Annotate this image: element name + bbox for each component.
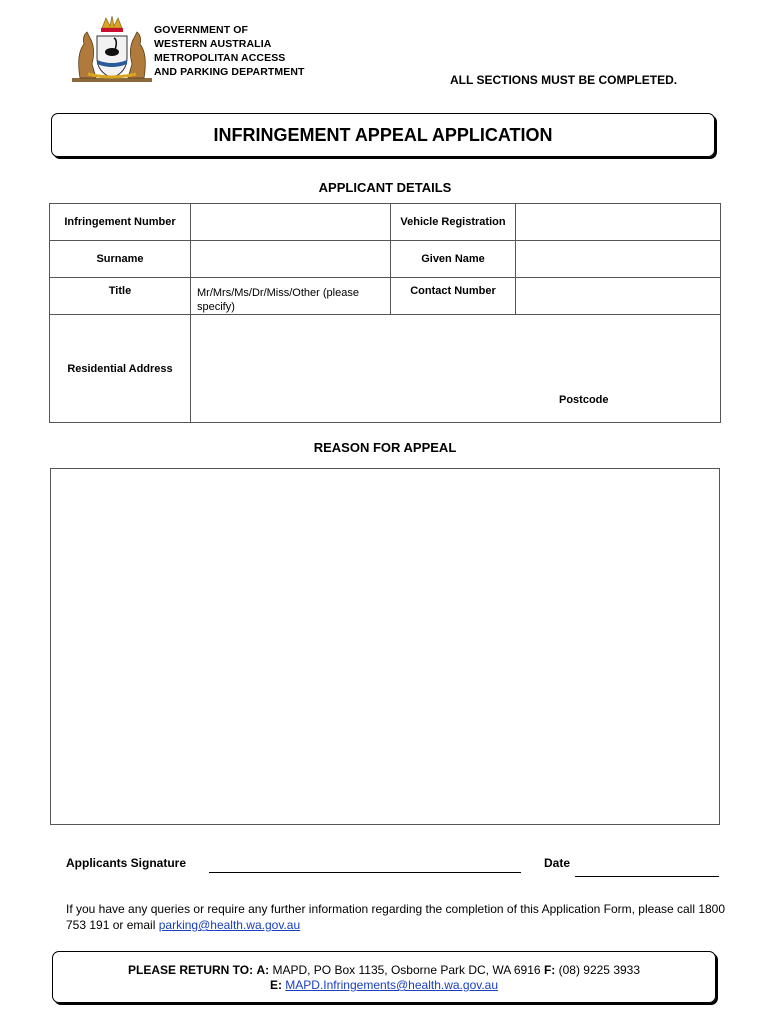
query-email-link[interactable]: parking@health.wa.gov.au bbox=[158, 918, 301, 932]
surname-field[interactable] bbox=[191, 241, 391, 278]
infringement-number-field[interactable] bbox=[191, 204, 391, 241]
query-text bbox=[66, 901, 726, 933]
residential-address-label: Residential Address bbox=[50, 315, 191, 423]
residential-address-field[interactable] bbox=[191, 315, 721, 423]
contact-number-field[interactable] bbox=[516, 278, 721, 315]
org-line: GOVERNMENT OF bbox=[154, 24, 249, 36]
title-label: Title bbox=[50, 278, 191, 315]
query-message: If you have any queries or require any further information regarding the completion of this Application Form, please call 1800 753 191 or email bbox=[66, 902, 726, 932]
form-title: INFRINGEMENT APPEAL APPLICATION bbox=[51, 113, 715, 157]
given-name-field[interactable] bbox=[516, 241, 721, 278]
postcode-label: Postcode bbox=[559, 394, 609, 406]
infringement-number-label: Infringement Number bbox=[50, 204, 191, 241]
wa-government-crest bbox=[70, 14, 154, 84]
applicant-details-table bbox=[49, 203, 721, 423]
title-hint: Mr/Mrs/Ms/Dr/Miss/Other (please specify) bbox=[197, 287, 359, 313]
signature-label: Applicants Signature bbox=[66, 856, 187, 870]
return-a-label: A: bbox=[256, 963, 270, 977]
return-email-link[interactable]: MAPD.Infringements@health.wa.gov.au bbox=[285, 978, 499, 992]
org-line: WESTERN AUSTRALIA bbox=[154, 38, 272, 50]
given-name-label: Given Name bbox=[391, 241, 516, 278]
return-fax: (08) 9225 3933 bbox=[558, 963, 641, 977]
return-f-label: F: bbox=[543, 963, 556, 977]
title-field[interactable] bbox=[191, 278, 391, 315]
org-line: METROPOLITAN ACCESS bbox=[154, 52, 286, 64]
completion-notice: ALL SECTIONS MUST BE COMPLETED. bbox=[450, 73, 678, 87]
applicant-details-heading: APPLICANT DETAILS bbox=[318, 180, 452, 195]
reason-for-appeal-field[interactable] bbox=[50, 468, 720, 825]
return-address-box bbox=[52, 951, 716, 1003]
return-e-label: E: bbox=[269, 978, 282, 992]
date-label: Date bbox=[544, 856, 571, 870]
signature-line[interactable] bbox=[209, 872, 521, 873]
return-address: MAPD, PO Box 1135, Osborne Park DC, WA 6916 bbox=[272, 963, 541, 977]
contact-number-label: Contact Number bbox=[391, 278, 516, 315]
org-line: AND PARKING DEPARTMENT bbox=[154, 66, 305, 78]
vehicle-registration-field[interactable] bbox=[516, 204, 721, 241]
date-line[interactable] bbox=[575, 876, 719, 877]
department-name bbox=[154, 23, 305, 79]
reason-heading: REASON FOR APPEAL bbox=[313, 440, 457, 455]
surname-label: Surname bbox=[50, 241, 191, 278]
vehicle-registration-label: Vehicle Registration bbox=[391, 204, 516, 241]
return-prefix: PLEASE RETURN TO: bbox=[127, 963, 254, 977]
